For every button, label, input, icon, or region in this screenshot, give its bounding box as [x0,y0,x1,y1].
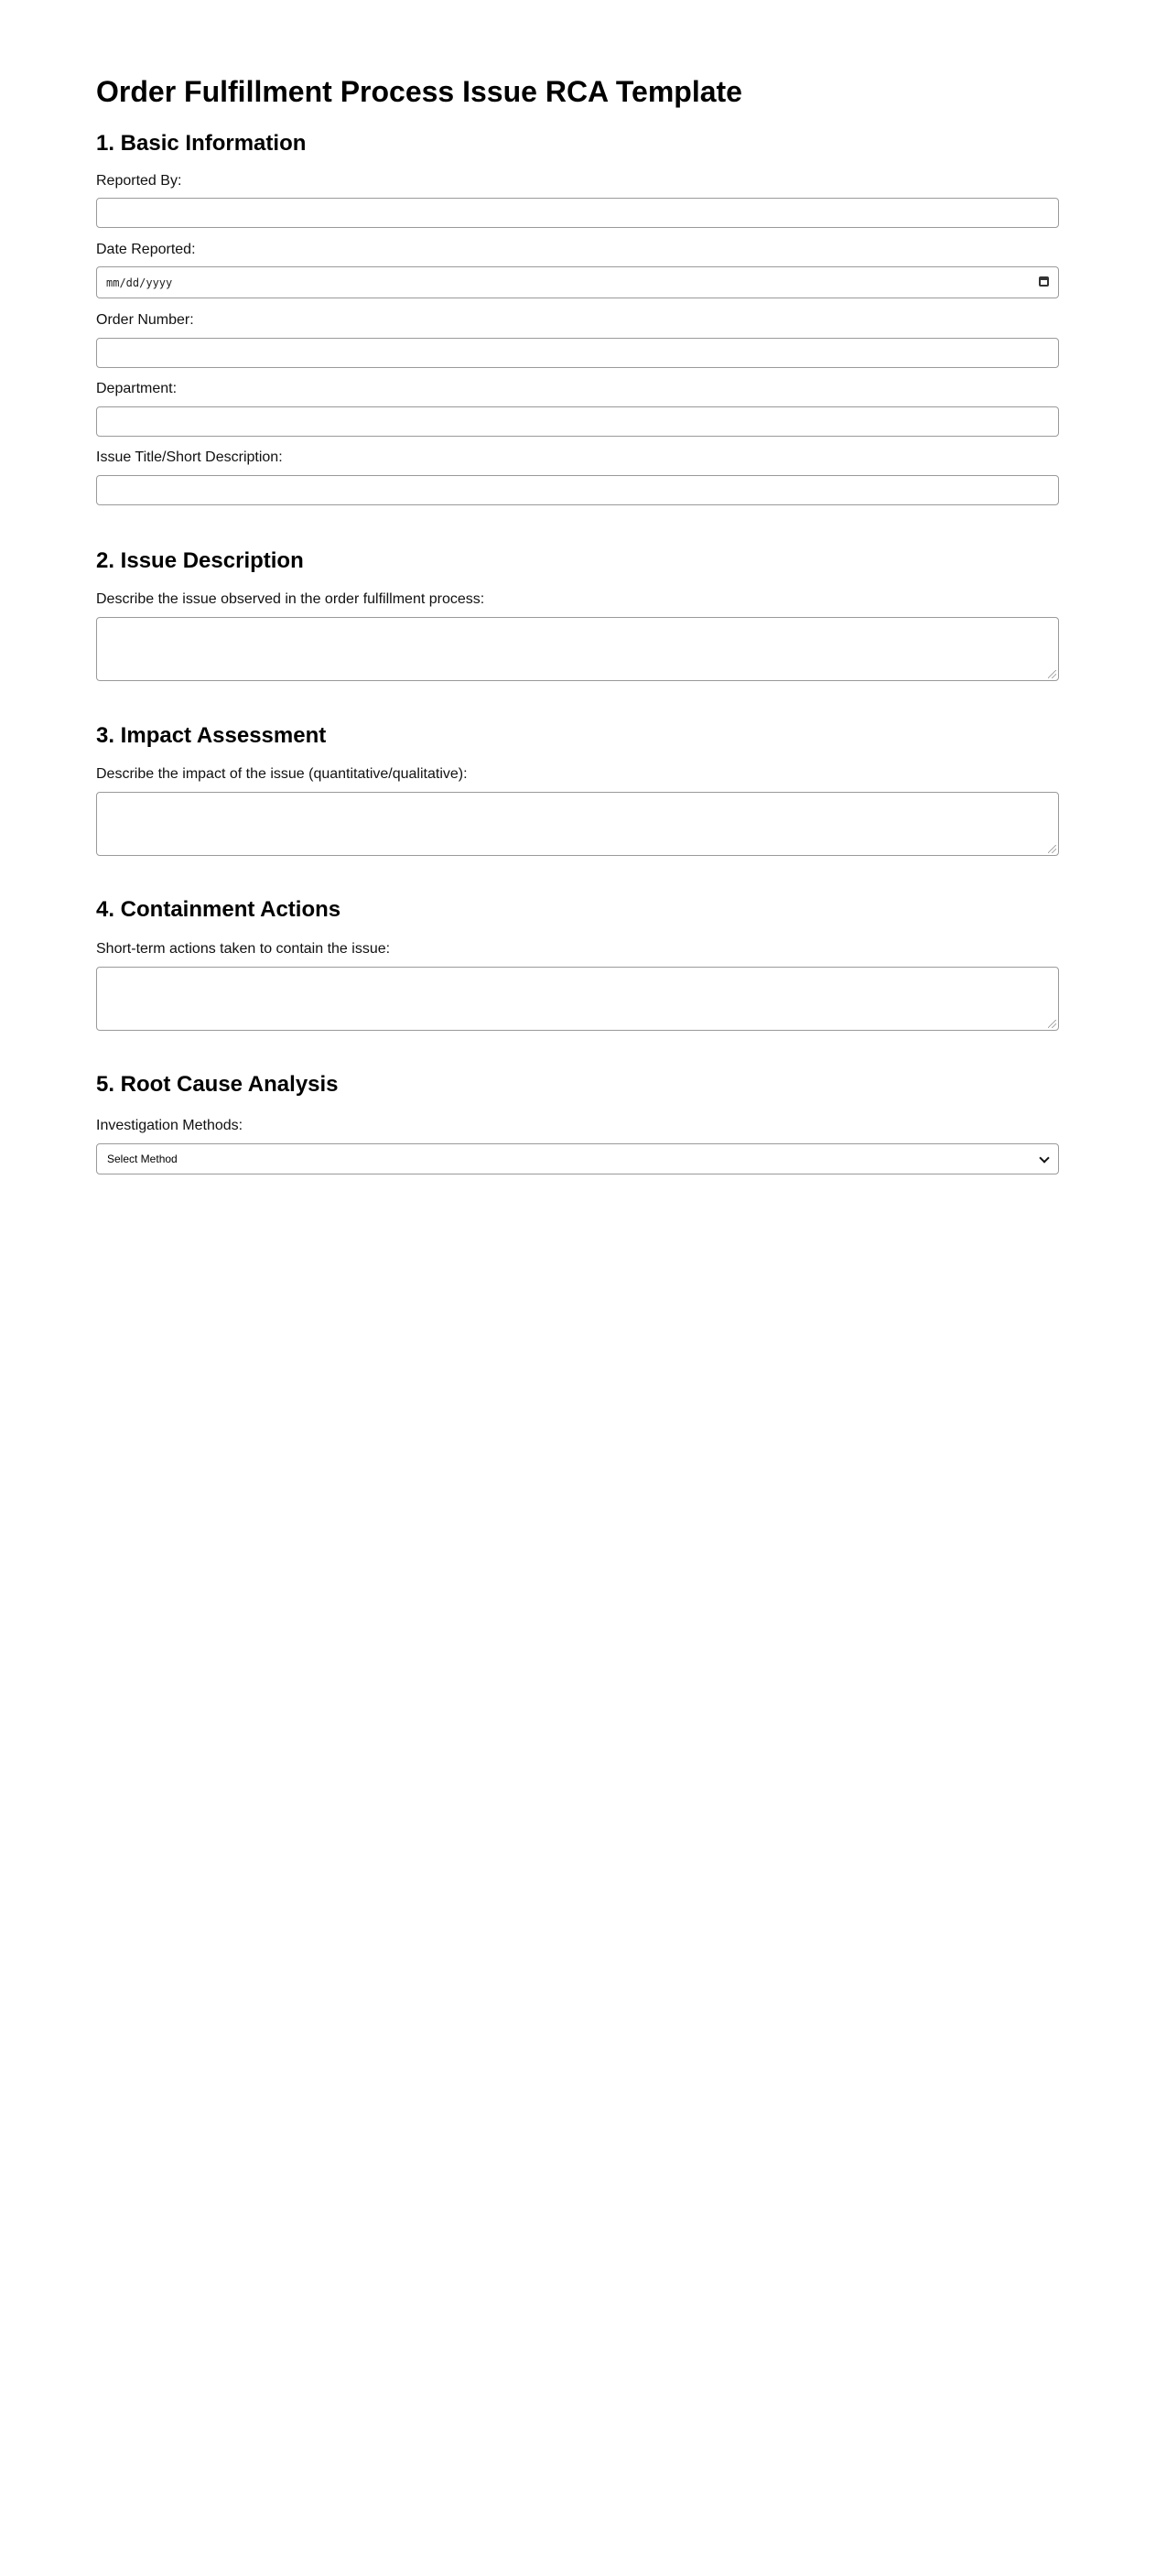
impact-textarea[interactable] [96,792,1059,856]
order-number-input[interactable] [96,338,1059,368]
section-heading-impact-assessment: 3. Impact Assessment [96,723,327,748]
issue-description-label: Describe the issue observed in the order fulfillment process: [96,591,485,607]
date-placeholder: mm/dd/yyyy [106,276,173,289]
selected-method: Select Method [107,1153,178,1165]
resize-handle-icon[interactable] [1048,670,1056,678]
investigation-methods-select[interactable] [96,1143,1059,1174]
chevron-down-icon [1039,1153,1049,1163]
impact-label: Describe the impact of the issue (quantitative/qualitative): [96,766,468,782]
order-number-label: Order Number: [96,312,194,328]
resize-handle-icon[interactable] [1048,845,1056,853]
issue-title-label: Issue Title/Short Description: [96,449,283,465]
page-title: Order Fulfillment Process Issue RCA Template [96,75,742,108]
date-reported-label: Date Reported: [96,242,196,257]
section-heading-issue-description: 2. Issue Description [96,548,304,573]
department-label: Department: [96,381,178,396]
calendar-icon[interactable] [1039,276,1049,287]
resize-handle-icon[interactable] [1048,1020,1056,1028]
containment-label: Short-term actions taken to contain the issue: [96,941,391,957]
issue-title-input[interactable] [96,475,1059,505]
issue-description-textarea[interactable] [96,617,1059,681]
containment-textarea[interactable] [96,967,1059,1031]
date-reported-input[interactable] [96,266,1059,298]
section-heading-containment-actions: 4. Containment Actions [96,897,341,922]
investigation-methods-label: Investigation Methods: [96,1118,243,1133]
section-heading-root-cause-analysis: 5. Root Cause Analysis [96,1072,339,1097]
department-input[interactable] [96,406,1059,437]
reported-by-label: Reported By: [96,173,182,189]
section-heading-basic-information: 1. Basic Information [96,131,307,156]
reported-by-input[interactable] [96,198,1059,228]
